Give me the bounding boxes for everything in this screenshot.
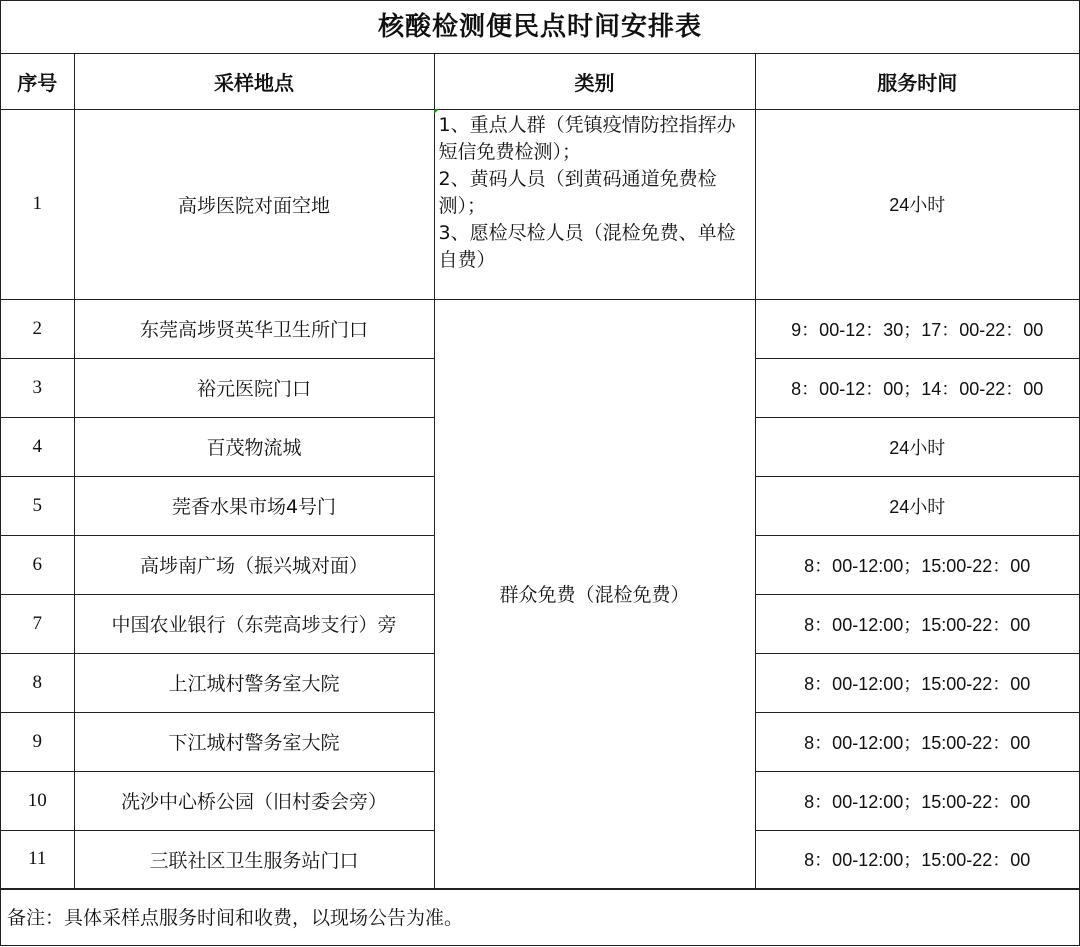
row-service-time: 24小时 bbox=[755, 476, 1079, 535]
table-header-row bbox=[1, 54, 1079, 109]
page-title: 核酸检测便民点时间安排表 bbox=[1, 1, 1079, 54]
row-index: 11 bbox=[1, 830, 74, 888]
schedule-table bbox=[1, 54, 1079, 889]
row-index: 3 bbox=[1, 358, 74, 417]
row-location: 莞香水果市场4号门 bbox=[74, 476, 434, 535]
row-service-time: 8：00-12:00；15:00-22：00 bbox=[755, 830, 1079, 888]
row-index: 2 bbox=[1, 299, 74, 358]
row-index: 6 bbox=[1, 535, 74, 594]
row-service-time: 24小时 bbox=[755, 417, 1079, 476]
row-location: 三联社区卫生服务站门口 bbox=[74, 830, 434, 888]
row-index: 8 bbox=[1, 653, 74, 712]
header-service-time: 服务时间 bbox=[755, 54, 1079, 109]
row-service-time: 8：00-12:00；15:00-22：00 bbox=[755, 535, 1079, 594]
row-index: 7 bbox=[1, 594, 74, 653]
cell-comment-marker bbox=[434, 109, 439, 114]
header-index: 序号 bbox=[1, 54, 74, 109]
category-item: 3、愿检尽检人员（混检免费、单检自费） bbox=[438, 221, 736, 271]
row-location: 东莞高埗贤英华卫生所门口 bbox=[74, 299, 434, 358]
row-location: 下江城村警务室大院 bbox=[74, 712, 434, 771]
row-location: 中国农业银行（东莞高埗支行）旁 bbox=[74, 594, 434, 653]
table-row bbox=[1, 109, 1079, 299]
row-service-time: 8：00-12：00；14：00-22：00 bbox=[755, 358, 1079, 417]
table-row bbox=[1, 299, 1079, 358]
category-list bbox=[435, 112, 755, 274]
row-service-time: 8：00-12:00；15:00-22：00 bbox=[755, 712, 1079, 771]
row-service-time: 24小时 bbox=[755, 109, 1079, 299]
row-location: 裕元医院门口 bbox=[74, 358, 434, 417]
category-item: 1、重点人群（凭镇疫情防控指挥办短信免费检测）； bbox=[438, 113, 736, 163]
row-location: 冼沙中心桥公园（旧村委会旁） bbox=[74, 771, 434, 830]
row-index: 10 bbox=[1, 771, 74, 830]
row-service-time: 8：00-12:00；15:00-22：00 bbox=[755, 653, 1079, 712]
row-category bbox=[434, 109, 755, 299]
header-category: 类别 bbox=[434, 54, 755, 109]
footnote: 备注：具体采样点服务时间和收费，以现场公告为准。 bbox=[1, 889, 1079, 946]
row-location: 上江城村警务室大院 bbox=[74, 653, 434, 712]
row-index: 5 bbox=[1, 476, 74, 535]
category-item: 2、黄码人员（到黄码通道免费检测）； bbox=[438, 167, 717, 217]
header-location: 采样地点 bbox=[74, 54, 434, 109]
row-location: 百茂物流城 bbox=[74, 417, 434, 476]
row-service-time: 9：00-12：30；17：00-22：00 bbox=[755, 299, 1079, 358]
row-service-time: 8：00-12:00；15:00-22：00 bbox=[755, 594, 1079, 653]
row-service-time: 8：00-12:00；15:00-22：00 bbox=[755, 771, 1079, 830]
row-location: 高埗南广场（振兴城对面） bbox=[74, 535, 434, 594]
category-merged-cell: 群众免费（混检免费） bbox=[434, 299, 755, 888]
row-index: 9 bbox=[1, 712, 74, 771]
row-index: 1 bbox=[1, 109, 74, 299]
row-location: 高埗医院对面空地 bbox=[74, 109, 434, 299]
row-index: 4 bbox=[1, 417, 74, 476]
